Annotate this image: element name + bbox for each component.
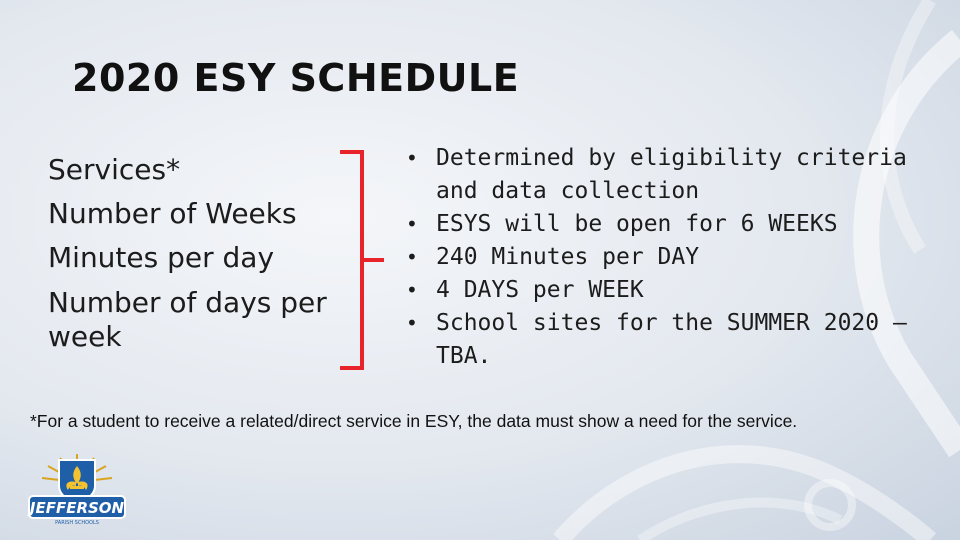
- bullet-dot-icon: •: [406, 278, 418, 302]
- bullet-text: 240 Minutes per DAY: [436, 244, 700, 270]
- logo-name-text: JEFFERSON: [29, 499, 125, 517]
- red-bracket: [336, 146, 396, 376]
- bullet-text: Determined by eligibility criteria and data collection: [436, 145, 907, 204]
- footnote: *For a student to receive a related/direct service in ESY, the data must show a need for the service.: [30, 411, 798, 431]
- bullet-dot-icon: •: [406, 146, 418, 170]
- bullet-dot-icon: •: [406, 311, 418, 335]
- label-services: Services*: [48, 153, 181, 186]
- bullet-item: [404, 142, 960, 208]
- slide-title: 2020 ESY SCHEDULE: [72, 56, 520, 100]
- left-label-list: [48, 148, 348, 354]
- jefferson-logo: [26, 452, 128, 528]
- bullet-item: [404, 208, 960, 241]
- bullet-dot-icon: •: [406, 245, 418, 269]
- logo-subtitle-text: PARISH SCHOOLS: [55, 520, 99, 526]
- label-number-of-days-per-week: Number of days per week: [48, 286, 327, 353]
- bullet-item: [404, 241, 960, 274]
- bullet-dot-icon: •: [406, 212, 418, 236]
- bullet-text: School sites for the SUMMER 2020 – TBA.: [436, 310, 907, 369]
- label-number-of-weeks: Number of Weeks: [48, 197, 297, 230]
- bullet-text: ESYS will be open for 6 WEEKS: [436, 211, 838, 237]
- bullet-text: 4 DAYS per WEEK: [436, 277, 644, 303]
- label-minutes-per-day: Minutes per day: [48, 241, 275, 274]
- bullet-item: [404, 307, 960, 373]
- bullet-list: [404, 142, 960, 373]
- bullet-item: [404, 274, 960, 307]
